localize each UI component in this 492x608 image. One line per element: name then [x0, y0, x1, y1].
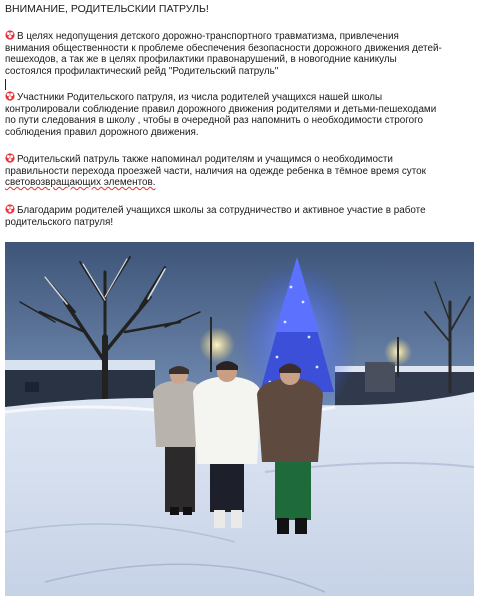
paragraph-line: родительского патруля!: [5, 216, 114, 228]
paragraph-text: Благодарим родителей учащихся школы за сотрудничество и активное участие в работе: [17, 205, 426, 216]
winter-photo-icon: [5, 242, 474, 596]
paragraph-line: [5, 204, 475, 217]
red-flower-emoji-icon: [5, 153, 15, 163]
paragraph-line: контролировали соблюдение правил дорожного движения родителями и детьми-пешеходами: [5, 103, 437, 115]
paragraph-line: [5, 153, 475, 166]
paragraph-line: по пути следования в школу , чтобы в очередной раз напомнить о необходимости строгого: [5, 115, 423, 127]
document-title: ВНИМАНИЕ, РОДИТЕЛЬСКИИ ПАТРУЛЬ!: [5, 3, 209, 15]
paragraph-2: [5, 91, 475, 138]
paragraph-line: правильности перехода проезжей части, наличия на одежде ребенка в тёмное время суток: [5, 165, 426, 177]
paragraph-text: Родительский патруль также напоминал родителям и учащимся о необходимости: [17, 154, 393, 165]
red-flower-emoji-icon: [5, 91, 15, 101]
red-flower-emoji-icon: [5, 30, 15, 40]
paragraph-3: [5, 153, 475, 189]
paragraph-text: В целях недопущения детского дорожно-транспортного травматизма, привлечения: [17, 31, 399, 42]
winter-photo: [5, 242, 474, 596]
paragraph-line: [5, 30, 475, 43]
paragraph-1: [5, 30, 475, 77]
paragraph-line: световозвращающих элементов.: [5, 177, 156, 189]
paragraph-line: внимания общественности к проблеме обеспечения безопасности дорожного движения детей-: [5, 42, 442, 54]
red-flower-emoji-icon: [5, 204, 15, 214]
text-cursor: [5, 79, 6, 90]
paragraph-line: соблюдения правил дорожного движения.: [5, 126, 199, 138]
paragraph-text: Участники Родительского патруля, из числа родителей учащихся нашей школы: [17, 92, 383, 103]
paragraph-line: [5, 91, 475, 104]
paragraph-line: пешеходов, а так же в целях профилактики правонарушений, в новогодние каникулы: [5, 54, 397, 66]
paragraph-line: состоялся профилактический рейд "Родительский патруль": [5, 65, 279, 77]
paragraph-4: [5, 204, 475, 228]
